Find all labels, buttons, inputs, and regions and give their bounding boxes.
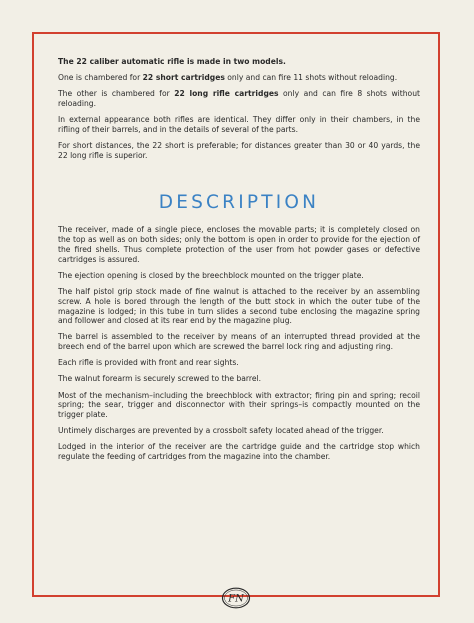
fn-monogram-icon [221, 587, 251, 609]
intro-paragraph-4: For short distances, the 22 short is preferable; for distances greater than 30 or 40 yards, the 22 long rifle is superior. [58, 140, 420, 160]
description-paragraph: Most of the mechanism–including the breechblock with extractor; firing pin and spring; recoil spring; the sear, trigger and disconnector with their springs–is compactly mounted on the trigger plate. [58, 390, 420, 420]
intro-paragraph-3: In external appearance both rifles are identical. They differ only in their chambers, in the rifling of their barrels, and in the details of several of the parts. [58, 115, 420, 134]
intro-paragraph-2 [58, 89, 420, 109]
intro-p1-text-a: One is chambered for [58, 73, 143, 83]
intro-p1-bold: 22 short cartridges [142, 73, 225, 83]
description-paragraph: Each rifle is provided with front and rear sights. [58, 358, 239, 368]
description-paragraph: The half pistol grip stock made of fine walnut is attached to the receiver by an assembling screw. A hole is bored through the length of the butt stock in which the outer tube of the magazine is lodged; in this tube in turn slides a second tube enclosing the magazine spring and follower and closed at its rear end by the magazine plug. [58, 286, 420, 326]
intro-p2-bold: 22 long rifle cartridges [174, 89, 279, 99]
description-paragraph: Lodged in the interior of the receiver are the cartridge guide and the cartridge stop which regulate the feeding of cartridges from the magazine into the chamber. [58, 442, 420, 462]
intro-p2-text-a: The other is chambered for [58, 89, 175, 99]
section-heading: DESCRIPTION [158, 191, 320, 213]
intro-p1-text-c: only and can fire 11 shots without reloading. [224, 73, 398, 83]
description-paragraph: The ejection opening is closed by the breechblock mounted on the trigger plate. [58, 270, 364, 280]
description-paragraph: The walnut forearm is securely screwed to the barrel. [58, 374, 262, 384]
intro-paragraph-1 [58, 73, 420, 83]
description-paragraph: Untimely discharges are prevented by a crossbolt safety located ahead of the trigger. [58, 426, 384, 436]
intro-title: The 22 caliber automatic rifle is made in two models. [58, 57, 286, 66]
intro-p2-text-c: only and can fire 8 shots without reloading. [58, 89, 420, 108]
document-body [58, 57, 420, 468]
description-paragraph: The barrel is assembled to the receiver by means of an interrupted thread provided at the breech end of the barrel upon which are screwed the barrel lock ring and adjusting ring. [58, 332, 420, 352]
logo-text: FN [228, 593, 244, 605]
description-paragraph: The receiver, made of a single piece, encloses the movable parts; it is completely closed on the top as well as on both sides; only the bottom is open in order to provide for the ejection of the fired shells. Thus complete protection of the user from hot powder gases or defective cartridges is assured. [58, 225, 420, 264]
heading-wrapper [58, 191, 420, 213]
